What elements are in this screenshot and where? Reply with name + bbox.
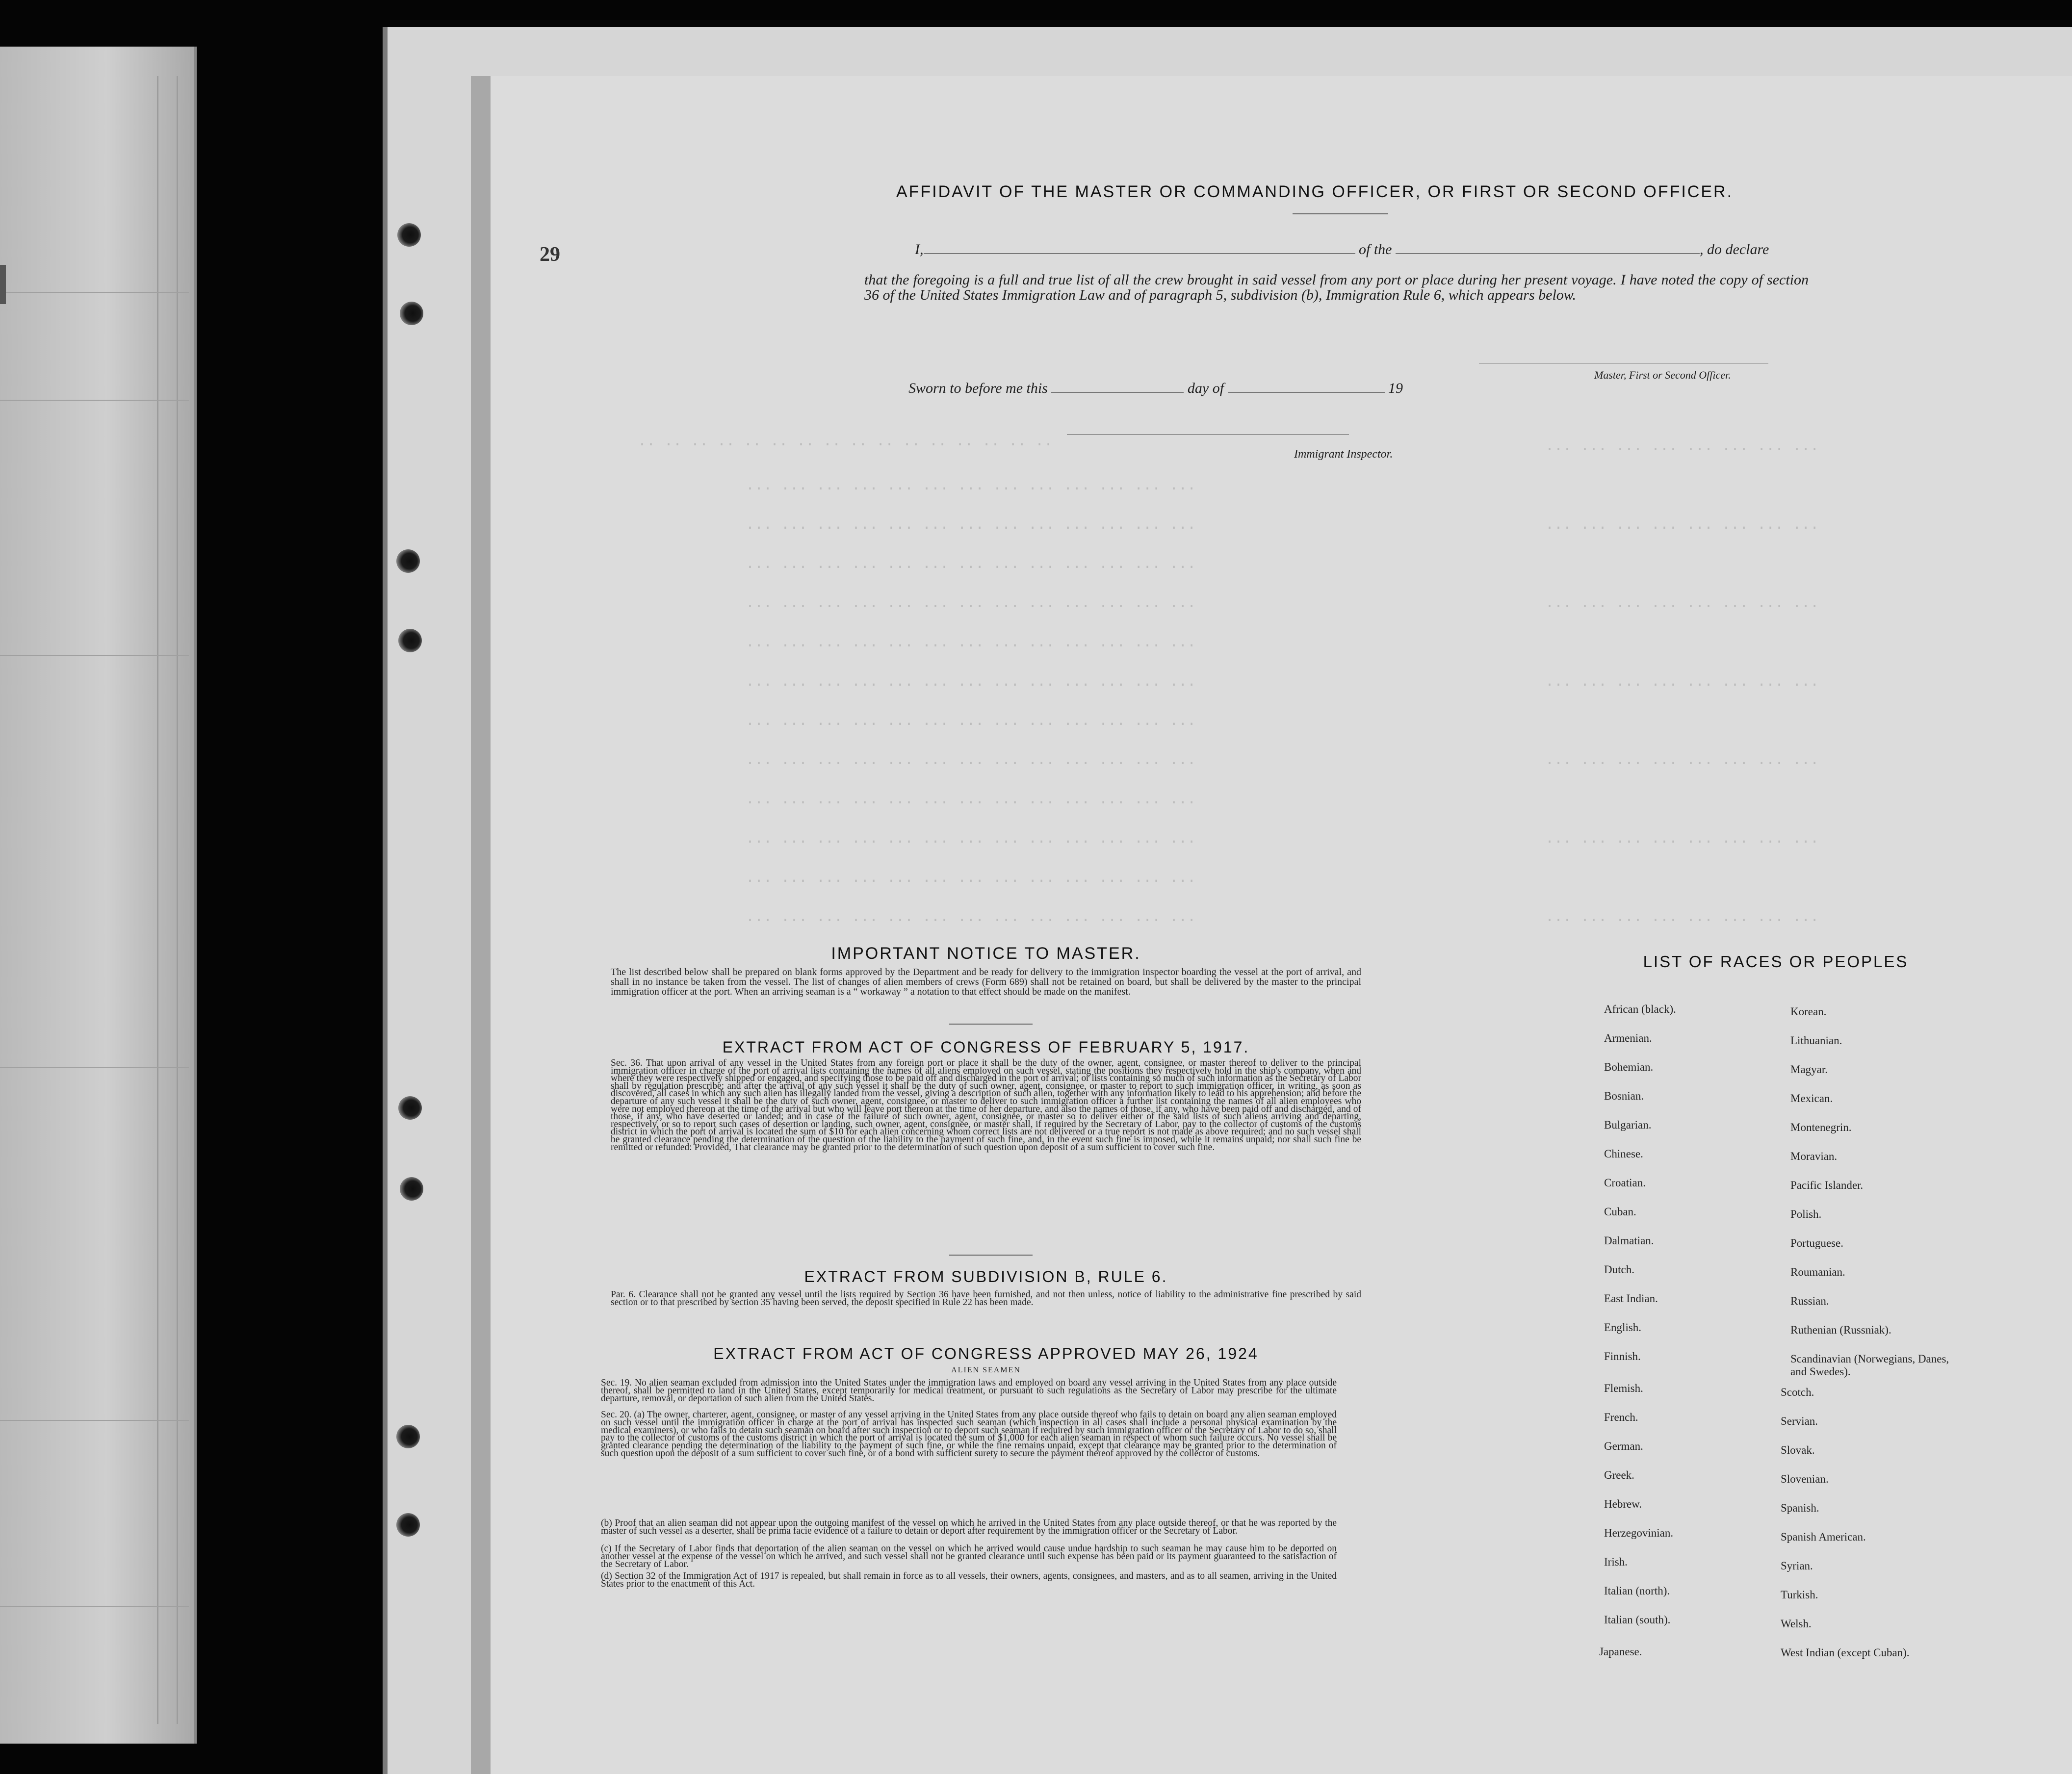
race-item: Flemish. (1604, 1382, 1643, 1394)
sworn-day-of-label: day of (1187, 380, 1224, 396)
extract-1924-sec20a: Sec. 20. (a) The owner, charterer, agent, consignee, or master of any vessel arriving in the United States from any place outside thereof who fails to detain on board any alien seaman employed on such vessel until the immigration officer in charge at the port of arrival has inspected such seaman (which inspection in all cases shall include a personal physical examination by the medical examiners), or who fails to detain such seaman on board after such inspection or to deport such seaman if required by such immigration officer or the Secretary of Labor to do so, shall pay to the collector of customs of the customs district in which the port of arrival is located the sum of $1,000 for each alien seaman in respect of whom such failure occurs. No vessel shall be granted clearance pending the determination of the liability to the payment of such fine, or while the fine remains unpaid, except that clearance may be granted prior to the determination of such question upon the deposit of a sum sufficient to cover such fine, or of a bond with sufficient surety to secure the payment thereof approved by the collector of customs. (601, 1410, 1337, 1459)
race-item: Spanish American. (1781, 1531, 1866, 1543)
race-item: Montenegrin. (1790, 1121, 1852, 1133)
bleed-through-text: ··· ··· ··· ··· ··· ··· ··· ··· ··· ··· ··· ··· ··· (746, 755, 1196, 772)
ledger-line (0, 1606, 189, 1607)
divider (949, 1024, 1033, 1025)
divider (1293, 213, 1388, 214)
binding-hole (398, 1096, 422, 1120)
race-item: Croatian. (1604, 1177, 1646, 1189)
sworn-line (908, 380, 1403, 397)
race-item: Spanish. (1781, 1502, 1819, 1514)
extract-rule6-body: Par. 6. Clearance shall not be granted any vessel until the lists required by Section 36 have been furnished, and not then unless, notice of liability to the administrative fine prescribed by said section or to that prescribed by section 35 having been served, the deposit specified in Rule 22 has been made. (611, 1289, 1361, 1308)
ledger-line (157, 76, 158, 1724)
race-item: Servian. (1781, 1415, 1818, 1427)
inspector-signature-line (1067, 434, 1349, 435)
race-item: Slovak. (1781, 1444, 1815, 1456)
race-item: Armenian. (1604, 1032, 1652, 1044)
extract-1917-body: Sec. 36. That upon arrival of any vessel in the United States from any foreign port or place it shall be the duty of the owner, agent, consignee, or master thereof to deliver to the principal immigration officer in charge of the port of arrival lists containing the names of all aliens employed on such vessel, stating the positions they respectively hold in the ship's company, when and where they were respectively shipped or engaged, and specifying those to be paid off and discharged in the port of arrival; or lists containing so much of such information as the Secretary of Labor shall by regulation prescribe; and after the arrival of any such vessel it shall be the duty of such owner, agent, consignee, or master to report to such immigration officer, in writing, as soon as discovered, all cases in which any such alien has illegally landed from the vessel, giving a description of such alien, together with any information likely to lead to his apprehension; and before the departure of any such vessel it shall be the duty of such owner, agent, consignee, or master to deliver to such immigration officer a further list containing the names of all alien employees who were not employed thereon at the time of the arrival but who will leave port thereon at the time of her departure, and also the names of those, if any, who have been paid off and discharged, and of those, if any, who have deserted or landed; and in case of the failure of such owner, agent, consignee, or master so to deliver either of the said lists of such aliens arriving and departing, respectively, or so to report such cases of desertion or landing, such owner, agent, consignee, or master shall, if required by the Secretary of Labor, pay to the collector of customs of the customs district in which the port of arrival is located the sum of $10 for each alien concerning whom correct lists are not delivered or a true report is not made as above required; and no such vessel shall be granted clearance pending the determination of the question of the liability to the payment of such fine, and, in the event such fine is imposed, while it remains unpaid; nor shall such fine be remitted or refunded: Provided, That clearance may be granted prior to the determination of such question upon deposit of a sum sufficient to cover such fine. (611, 1058, 1361, 1153)
ledger-line (177, 76, 178, 1724)
vessel-name-blank (1396, 253, 1700, 254)
binding-hole (396, 549, 420, 573)
race-item: African (black). (1604, 1003, 1676, 1015)
important-notice-title: IMPORTANT NOTICE TO MASTER. (831, 944, 1141, 963)
margin-number: 29 (540, 243, 560, 266)
race-item: Lithuanian. (1790, 1034, 1842, 1047)
race-item: German. (1604, 1440, 1643, 1452)
bleed-through-text: ··· ··· ··· ··· ··· ··· ··· ··· (1545, 755, 1819, 772)
affidavit-body: that the foregoing is a full and true list of all the crew brought in said vessel from any port or place during her present voyage. I have noted the copy of section 36 of the United States Immigration Law and of paragraph 5, subdivision (b), Immigration Rule 6, which appears below. (864, 272, 1809, 303)
race-item: Russian. (1790, 1295, 1829, 1307)
bleed-through-text: ··· ··· ··· ··· ··· ··· ··· ··· ··· ··· ··· ··· ··· (746, 598, 1196, 615)
extract-1924-subtitle: ALIEN SEAMEN (951, 1366, 1021, 1374)
extract-1917-title: EXTRACT FROM ACT OF CONGRESS OF FEBRUARY 5, 1917. (722, 1038, 1250, 1056)
ledger-line (0, 292, 189, 293)
race-item: Bulgarian. (1604, 1119, 1652, 1131)
affidavit-declaration-line (915, 241, 1769, 258)
race-item: English. (1604, 1321, 1642, 1334)
extract-1924-sec20b: (b) Proof that an alien seaman did not appear upon the outgoing manifest of the vessel on which he arrived in the United States from any place outside thereof, or that he was reported by the master of such vessel as a deserter, shall be prima facie evidence of a failure to detain or deport after requirement by the immigration officer or the Secretary of Labor. (601, 1518, 1337, 1536)
bleed-through-text: ··· ··· ··· ··· ··· ··· ··· ··· ··· ··· ··· ··· ··· (746, 481, 1196, 497)
race-item: Greek. (1604, 1469, 1634, 1481)
race-item: Polish. (1790, 1208, 1822, 1220)
inspector-label: Immigrant Inspector. (1294, 448, 1393, 461)
race-item: Cuban. (1604, 1206, 1636, 1218)
ledger-line (0, 1067, 189, 1068)
bleed-through-text: ··· ··· ··· ··· ··· ··· ··· ··· (1545, 441, 1819, 458)
ledger-line (0, 400, 189, 401)
race-item: Ruthenian (Russniak). (1790, 1324, 1891, 1336)
binding-hole (400, 302, 423, 325)
affidavit-title: AFFIDAVIT OF THE MASTER OR COMMANDING OFFICER, OR FIRST OR SECOND OFFICER. (896, 182, 1734, 201)
bleed-through-text: ··· ··· ··· ··· ··· ··· ··· ··· ··· ··· ··· ··· ··· (746, 795, 1196, 811)
ledger-line (0, 1420, 189, 1421)
race-item: Dutch. (1604, 1263, 1634, 1276)
race-item: Italian (north). (1604, 1585, 1670, 1597)
extract-1924-sec20d: (d) Section 32 of the Immigration Act of 1917 is repealed, but shall remain in force as to all vessels, their owners, agents, consignees, and masters, and as to all seamen, arriving in the United States prior to the enactment of this Act. (601, 1571, 1337, 1589)
race-item: Magyar. (1790, 1063, 1828, 1076)
race-item: Roumanian. (1790, 1266, 1845, 1278)
race-item: Irish. (1604, 1556, 1628, 1568)
race-item: Scandinavian (Norwegians, Danes, and Swedes). (1790, 1353, 1949, 1378)
race-item: Bosnian. (1604, 1090, 1644, 1102)
sworn-day-blank (1051, 392, 1184, 393)
binding-hole (397, 223, 421, 247)
bleed-through-text: ··· ··· ··· ··· ··· ··· ··· ··· ··· ··· ··· ··· ··· (746, 677, 1196, 694)
signature-label: Master, First or Second Officer. (1594, 369, 1731, 381)
binding-hole (396, 1513, 420, 1537)
binding-hole (396, 1425, 420, 1448)
bleed-through-text: ··· ··· ··· ··· ··· ··· ··· ··· (1545, 834, 1819, 850)
bleed-through-text: ··· ··· ··· ··· ··· ··· ··· ··· (1545, 520, 1819, 537)
race-item: Hebrew. (1604, 1498, 1642, 1510)
ledger-line (0, 655, 189, 656)
officer-name-blank (924, 253, 1355, 254)
bleed-through-text: ··· ··· ··· ··· ··· ··· ··· ··· ··· ··· ··· ··· ··· (746, 834, 1196, 850)
page-mark (0, 265, 6, 304)
sworn-before-label: Sworn to before me this (908, 380, 1048, 396)
race-item: Syrian. (1781, 1560, 1813, 1572)
race-item: Slovenian. (1781, 1473, 1829, 1485)
bleed-through-text: ··· ··· ··· ··· ··· ··· ··· ··· ··· ··· ··· ··· ··· (746, 559, 1196, 576)
race-item: Japanese. (1599, 1645, 1642, 1658)
bleed-through-text: ··· ··· ··· ··· ··· ··· ··· ··· ··· ··· ··· ··· ··· (746, 638, 1196, 654)
extract-1924-title: EXTRACT FROM ACT OF CONGRESS APPROVED MAY 26, 1924 (713, 1345, 1259, 1363)
race-item: Welsh. (1781, 1618, 1812, 1630)
declare-of-the-label: of the (1359, 241, 1392, 257)
race-item: French. (1604, 1411, 1638, 1423)
race-item: Mexican. (1790, 1092, 1833, 1105)
declare-do-declare-label: , do declare (1700, 241, 1769, 257)
extract-1924-sec20c: (c) If the Secretary of Labor finds that deportation of the alien seaman on the vessel on which he arrived would cause undue hardship to such seaman he may cause him to be deported on another vessel at the expense of the vessel on which he arrived, and such vessel shall not be granted clearance until such expense has been paid or its payment guaranteed to the satisfaction of the Secretary of Labor. (601, 1543, 1337, 1569)
bleed-through-text: ··· ··· ··· ··· ··· ··· ··· ··· (1545, 677, 1819, 694)
races-title: LIST OF RACES OR PEOPLES (1643, 952, 1909, 971)
race-item: Finnish. (1604, 1350, 1641, 1363)
bleed-through-text: ·· ·· ·· ·· ·· ·· ·· ·· ·· ·· ·· ·· ·· ·· ·· ·· (638, 437, 1053, 453)
sworn-month-blank (1228, 392, 1385, 393)
race-item: East Indian. (1604, 1292, 1658, 1305)
bleed-through-text: ··· ··· ··· ··· ··· ··· ··· ··· ··· ··· ··· ··· ··· (746, 873, 1196, 890)
race-item: Scotch. (1781, 1386, 1814, 1398)
race-item: Bohemian. (1604, 1061, 1654, 1073)
extract-rule6-title: EXTRACT FROM SUBDIVISION B, RULE 6. (804, 1268, 1168, 1286)
binding-hole (398, 629, 422, 652)
race-item: Italian (south). (1604, 1614, 1671, 1626)
bleed-through-text: ··· ··· ··· ··· ··· ··· ··· ··· ··· ··· ··· ··· ··· (746, 912, 1196, 929)
bleed-through-text: ··· ··· ··· ··· ··· ··· ··· ··· (1545, 912, 1819, 929)
race-item: Pacific Islander. (1790, 1179, 1864, 1191)
race-item: Herzegovinian. (1604, 1527, 1674, 1539)
declare-i-label: I, (915, 241, 924, 257)
race-item: Portuguese. (1790, 1237, 1843, 1249)
binding-hole (400, 1177, 423, 1201)
race-item: Chinese. (1604, 1148, 1643, 1160)
divider (949, 1255, 1033, 1256)
left-facing-page (0, 47, 197, 1744)
extract-1924-sec19: Sec. 19. No alien seaman excluded from admission into the United States under the immigration laws and employed on board any vessel arriving in the United States from any place outside thereof, shall be permitted to land in the United States, except temporarily for medical treatment, or pursuant to such regulations as the Secretary of Labor may prescribe for the ultimate departure, removal, or deportation of such alien from the United States. (601, 1378, 1337, 1404)
bleed-through-text: ··· ··· ··· ··· ··· ··· ··· ··· (1545, 598, 1819, 615)
race-item: Dalmatian. (1604, 1234, 1654, 1247)
bleed-through-text: ··· ··· ··· ··· ··· ··· ··· ··· ··· ··· ··· ··· ··· (746, 716, 1196, 733)
race-item: West Indian (except Cuban). (1781, 1646, 1910, 1659)
important-notice-body: The list described below shall be prepared on blank forms approved by the Department and be ready for delivery to the immigration inspector boarding the vessel at the port of arrival, and shall in no instance be taken from the vessel. The list of changes of alien members of crews (Form 689) shall not be retained on board, but shall be delivered by the master to the principal immigration officer at the port. When an arriving seaman is a “ workaway ” a notation to that effect should be made on the manifest. (611, 967, 1361, 997)
race-item: Korean. (1790, 1005, 1827, 1018)
sworn-year-label: 19 (1388, 380, 1403, 396)
race-item: Turkish. (1781, 1589, 1818, 1601)
bleed-through-text: ··· ··· ··· ··· ··· ··· ··· ··· ··· ··· ··· ··· ··· (746, 520, 1196, 537)
race-item: Moravian. (1790, 1150, 1838, 1162)
